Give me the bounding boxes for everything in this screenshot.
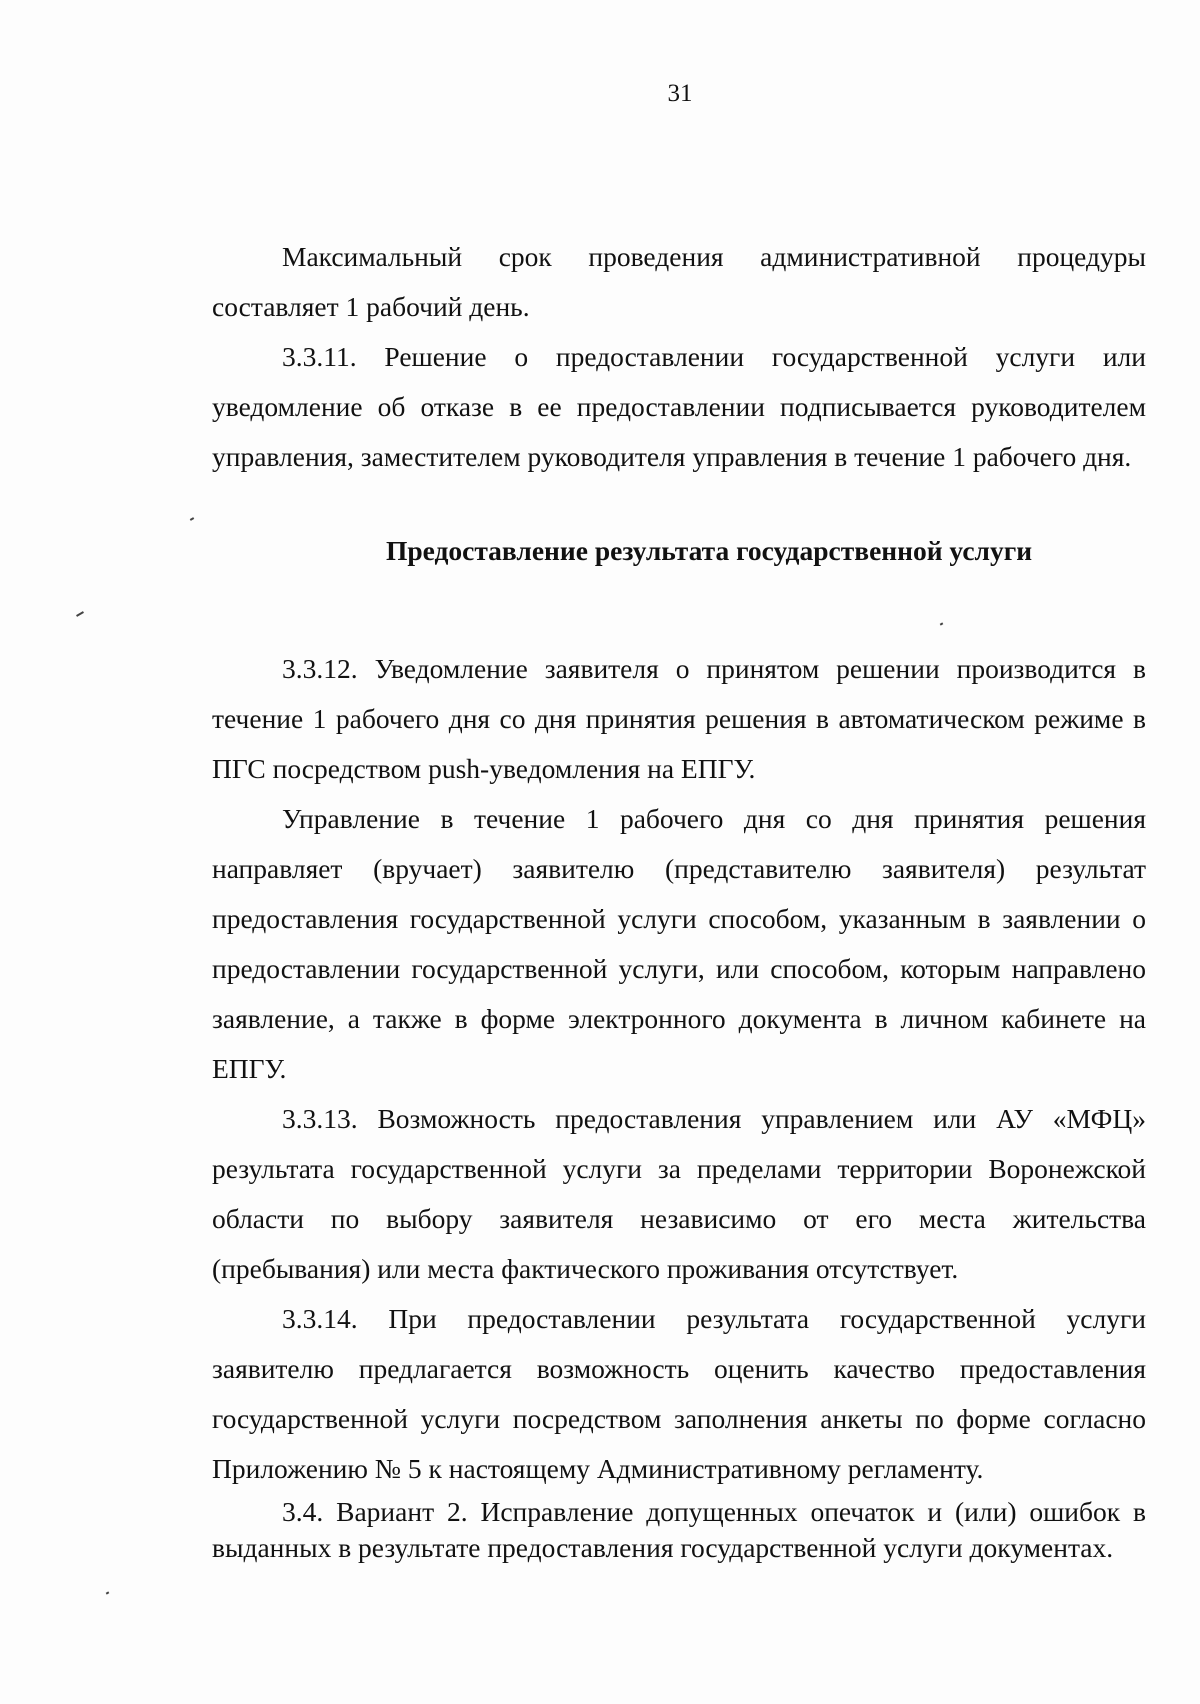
- paragraph-3-3-11: 3.3.11. Решение о предоставлении государственной услуги или уведомление об отказе в ее предоставлении подписывается руководителем управления, заместителем руководителя управления в течение 1 рабочего дня.: [212, 341, 1146, 472]
- paragraph-max-term: Максимальный срок проведения административной процедуры составляет 1 рабочий день.: [212, 241, 1146, 322]
- paragraph-3-4: 3.4. Вариант 2. Исправление допущенных опечаток и (или) ошибок в выданных в результате предоставления государственной услуги документах.: [212, 1496, 1146, 1563]
- paragraph-3-3-13: 3.3.13. Возможность предоставления управлением или АУ «МФЦ» результата государственной услуги за пределами территории Воронежской области по выбору заявителя независимо от его места жительства (пребывания) или места фактического проживания отсутствует.: [212, 1103, 1146, 1284]
- paragraph-3-3-14: 3.3.14. При предоставлении результата государственной услуги заявителю предлагается возможность оценить качество предоставления государственной услуги посредством заполнения анкеты по форме согласно Приложению № 5 к настоящему Административному регламенту.: [212, 1303, 1146, 1484]
- paragraph-management-delivery: Управление в течение 1 рабочего дня со дня принятия решения направляет (вручает) заявителю (представителю заявителя) результат предоставления государственной услуги способом, указанным в заявлении о предоставлении государственной услуги, или способом, которым направлено заявление, а также в форме электронного документа в личном кабинете на ЕПГУ.: [212, 803, 1146, 1084]
- scan-speck: [76, 611, 84, 617]
- page-number: 31: [667, 80, 693, 107]
- paragraph-3-3-12: 3.3.12. Уведомление заявителя о принятом решении производится в течение 1 рабочего дня со дня принятия решения в автоматическом режиме в ПГС посредством push-уведомления на ЕПГУ.: [212, 653, 1146, 784]
- document-body: [212, 232, 1146, 1566]
- scan-speck: [190, 517, 194, 521]
- section-heading: Предоставление результата государственной услуги: [385, 535, 1033, 566]
- scan-speck: [106, 1591, 110, 1594]
